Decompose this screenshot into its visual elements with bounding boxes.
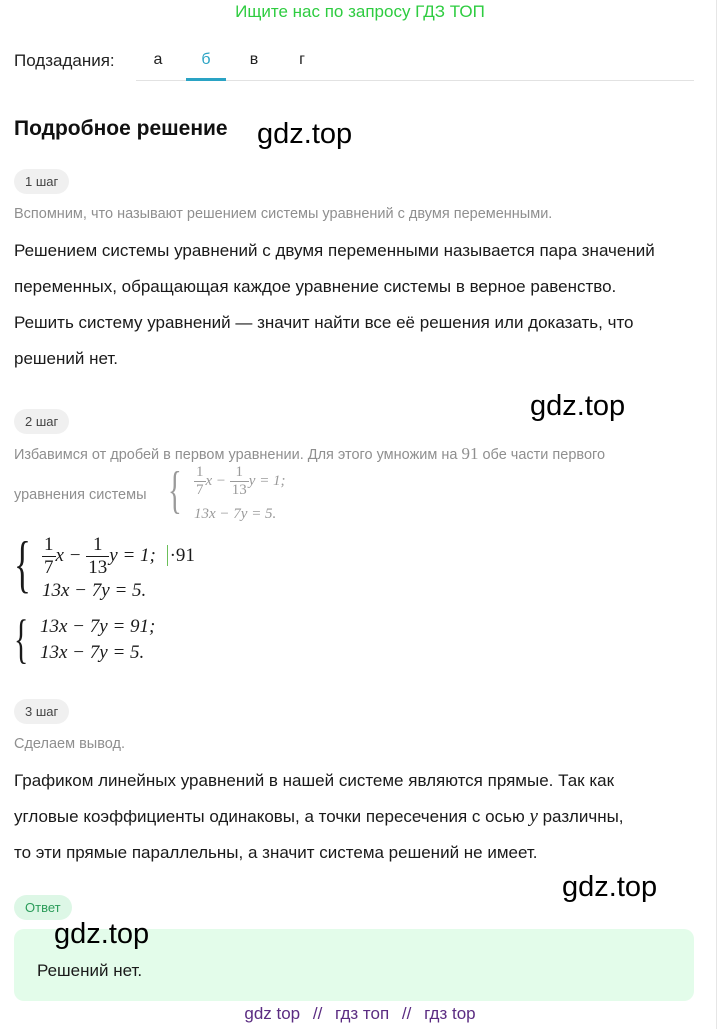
watermark: gdz.top [530, 390, 626, 422]
subtasks-tabs [136, 44, 694, 81]
inline-eq-1: $\frac{1}{7}$ x − $\frac{1}{13}$ y = 1; [196, 464, 286, 498]
step-1-text: Решением системы уравнений с двумя переменными называется пара значений переменных, обращающая каждое уравнение системы в верное равенство. Решить систему уравнений — значит найти все её решения или доказать, что решений нет. [14, 241, 655, 368]
multiplier-mark: ·91 [167, 545, 195, 566]
footer-link-2[interactable]: гдз топ [335, 1004, 390, 1023]
tab-g[interactable]: г [299, 51, 305, 68]
footer-links [0, 1004, 720, 1024]
equation-2: 13x − 7y = 5. [42, 580, 147, 601]
inline-equation-system [168, 464, 328, 526]
search-promo-link[interactable]: Ищите нас по запросу ГДЗ ТОП [235, 2, 485, 21]
active-tab-indicator [186, 78, 226, 81]
step-2-hint-line2: уравнения системы [14, 487, 147, 503]
tab-b[interactable]: б [201, 51, 211, 68]
brace: { [14, 528, 31, 599]
watermark: gdz.top [257, 118, 353, 150]
inline-eq-2: 13x − 7y = 5. [194, 506, 277, 522]
footer-separator: // [401, 1004, 412, 1023]
brace: { [168, 462, 182, 519]
watermark: gdz.top [54, 918, 150, 950]
step-2-badge: 2 шаг [14, 409, 69, 434]
equation-system-original [14, 528, 274, 606]
watermark: gdz.top [562, 871, 658, 903]
page-title: Подробное решение [14, 117, 228, 140]
equation-2: 13x − 7y = 5. [40, 642, 145, 663]
brace: { [14, 609, 29, 669]
answer-badge: Ответ [14, 895, 72, 920]
right-divider [716, 0, 717, 1029]
step-3-text-line2: угловые коэффициенты одинаковы, а точки пересечения с осью y различны, [14, 806, 624, 827]
step-2-hint-line1: Избавимся от дробей в первом уравнении. Для этого умножим на 91 обе части первого [14, 444, 606, 463]
footer-link-3[interactable]: гдз top [424, 1004, 476, 1023]
step-3-text-line1: Графиком линейных уравнений в нашей системе являются прямые. Так как [14, 771, 615, 790]
footer-separator: // [312, 1004, 323, 1023]
tab-v[interactable]: в [249, 51, 259, 68]
subtasks-bar [14, 44, 694, 82]
step-3-hint: Сделаем вывод. [14, 736, 126, 752]
equation-1: $\frac{1}{7}$ x − $\frac{1}{13}$ y = 1; ·91 [44, 534, 195, 578]
tab-a[interactable]: а [153, 51, 163, 68]
subtasks-label: Подзадания: [14, 51, 115, 70]
equation-1: 13x − 7y = 91; [40, 616, 156, 637]
step-3-badge: 3 шаг [14, 699, 69, 724]
step-3-text-line3: то эти прямые параллельны, а значит система решений не имеет. [14, 843, 538, 862]
step-1-hint: Вспомним, что называют решением системы уравнений с двумя переменными. [14, 206, 553, 222]
step-1-badge: 1 шаг [14, 169, 69, 194]
answer-text: Решений нет. [37, 961, 143, 980]
equation-system-multiplied [14, 609, 234, 670]
footer-link-1[interactable]: gdz top [244, 1004, 301, 1023]
